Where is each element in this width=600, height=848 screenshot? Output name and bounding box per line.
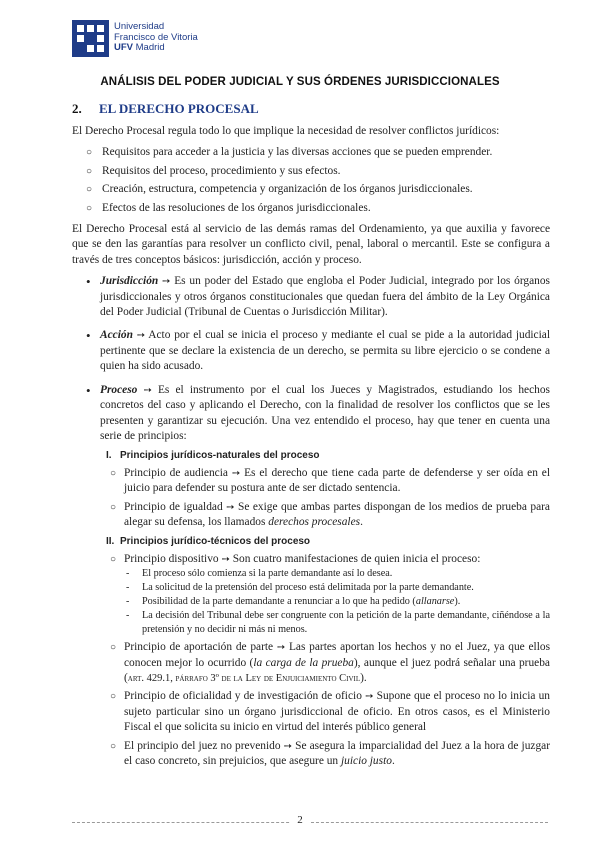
section-title: EL DERECHO PROCESAL — [99, 101, 259, 116]
principle-text: Son cuatro manifestaciones de quien inicia el proceso: — [229, 552, 481, 565]
principle-end: . — [360, 515, 363, 528]
list-item: ○ Efectos de las resoluciones de los órganos jurisdiccionales. — [86, 201, 550, 216]
principle-italic: juicio justo — [340, 755, 392, 767]
arrow-right-icon: ➙ — [136, 330, 146, 342]
intro-list — [86, 145, 550, 216]
arrow-right-icon: ➙ — [283, 740, 293, 752]
paragraph-2: El Derecho Procesal está al servicio de las demás ramas del Ordenamiento, ya que auxilia y favorece que se den las garantías para resolver un conflicto civil, penal, laboral o mercantil. Este se configura a través de tres conceptos básicos: jurisdicción, acción y proceso. — [72, 223, 550, 266]
concept-accion — [72, 328, 550, 374]
arrow-right-icon: ➙ — [226, 501, 235, 513]
principle-text: Se exige que ambas partes dispongan de los medios de prueba para alegar su defensa, los llamados — [124, 500, 550, 528]
dash-item: - El proceso sólo comienza si la parte demandante así lo desea. — [124, 567, 550, 581]
arrow-right-icon: ➙ — [365, 691, 374, 703]
principles-1-list — [110, 466, 550, 531]
logo-line-1: Universidad — [114, 21, 165, 32]
principle-audiencia — [110, 466, 550, 497]
concept-jurisdiccion — [72, 274, 550, 320]
ufv-emblem-icon — [72, 20, 109, 57]
section-heading — [72, 101, 259, 117]
dash-item: - La solicitud de la pretensión del proceso está delimitada por la parte demandante. — [124, 581, 550, 595]
concept-term: Jurisdicción — [100, 275, 159, 288]
roman-numeral: II. — [106, 536, 115, 548]
intro-paragraph: El Derecho Procesal regula todo lo que implique la necesidad de resolver conflictos jurídicos: — [72, 125, 500, 137]
legal-reference: art. 429.1, párrafo 3º de la Ley de Enjuiciamiento Civil — [127, 672, 361, 684]
document-body — [72, 124, 550, 777]
principle-term: Principio de oficialidad y de investigación de oficio — [124, 690, 362, 703]
principle-italic: la carga de la prueba — [253, 656, 354, 669]
principle-text: Es el derecho que tiene cada parte de defenderse y ser oída en el juicio para defender su postura ante de ser dictado sentencia. — [124, 466, 551, 495]
principle-juez-no-prevenido — [110, 739, 550, 770]
concept-text: Es el instrumento por el cual los Jueces y Magistrados, estudiando los hechos concretos del caso y aplicando el Derecho, con la finalidad de resolver los conflictos que se les presenten y garantizar su ejecución. Una vez entendido el proceso, hay que tener en cuenta una serie de principios: — [100, 383, 550, 442]
principle-text: Supone que el proceso no lo inicia un sujeto particular sino un órgano jurisdiccional de oficio. En otros casos, es el Ministerio Fiscal el que solicita su inicio en virtud del interés público general — [124, 690, 550, 734]
arrow-right-icon: ➙ — [162, 276, 171, 288]
dash-text: Posibilidad de la parte demandante a renunciar a lo que ha pedido ( — [142, 596, 416, 608]
concept-term: Acción — [100, 329, 133, 342]
principle-term: Principio de igualdad — [124, 500, 223, 513]
roman-numeral: I. — [106, 450, 112, 462]
principle-aportacion — [110, 640, 550, 686]
principle-term: El principio del juez no prevenido — [124, 739, 281, 752]
concept-term: Proceso — [100, 383, 138, 396]
dash-end: ). — [454, 596, 461, 608]
logo-ufv: UFV — [114, 42, 133, 53]
list-item: ○ Requisitos para acceder a la justicia y las diversas acciones que se pueden emprender. — [86, 145, 550, 160]
list-item: ○ Requisitos del proceso, procedimiento y sus efectos. — [86, 164, 550, 179]
principle-term: Principio de aportación de parte — [124, 641, 274, 654]
concept-proceso — [72, 383, 550, 770]
principle-term: Principio de audiencia — [124, 466, 228, 479]
section-number: 2. — [72, 101, 82, 116]
logo-wordmark — [114, 22, 198, 54]
arrow-right-icon: ➙ — [143, 384, 152, 396]
concept-text: Es un poder del Estado que engloba el Poder Judicial, integrado por los órganos jurisdiccionales y otros órganos constitucionales que quedan fuera del ámbito de la Ley Orgánica del Poder Judicial (Tribunal de Cuentas o Jurisdicción Militar). — [100, 275, 550, 319]
list-item: ○ Creación, estructura, competencia y organización de los órganos jurisdiccionales. — [86, 182, 550, 197]
dash-italic: allanarse — [415, 596, 455, 608]
arrow-right-icon: ➙ — [221, 553, 230, 565]
principle-text-2: ), aunque el juez podrá señalar una prueba ( — [124, 656, 550, 684]
ufv-logo — [72, 20, 200, 60]
principle-term: Principio dispositivo — [124, 552, 219, 565]
principle-italic: derechos procesales — [268, 515, 361, 528]
arrow-right-icon: ➙ — [231, 467, 241, 479]
principle-end: ). — [360, 671, 367, 684]
principle-end: . — [391, 755, 395, 767]
document-title: ANÁLISIS DEL PODER JUDICIAL Y SUS ÓRDENES JURISDICCIONALES — [100, 76, 500, 88]
logo-line-2: Francisco de Vitoria — [114, 31, 198, 43]
principles-2-heading — [106, 534, 550, 549]
logo-line-3 — [114, 43, 198, 54]
principle-text: Las partes aportan los hechos y no el Juez, ya que ellos conocen mejor lo ocurrido ( — [124, 641, 550, 669]
principles-heading-text: Principios jurídicos-naturales del proceso — [120, 450, 320, 462]
principles-2-list — [110, 552, 550, 770]
dispositivo-sublist — [124, 567, 550, 637]
page-number-text: 2 — [291, 814, 309, 826]
principle-igualdad — [110, 500, 550, 531]
page-number — [0, 814, 600, 826]
concepts-list — [72, 274, 550, 769]
principle-text: Se asegura la imparcialidad del Juez a la hora de juzgar el caso concreto, sin prejuicios, que asegure un — [124, 739, 550, 767]
logo-city: Madrid — [133, 42, 165, 53]
dash-item — [124, 595, 550, 609]
principle-oficialidad — [110, 689, 550, 735]
principles-heading-text: Principios jurídico-técnicos del proceso — [120, 536, 311, 548]
dash-item: - La decisión del Tribunal debe ser congruente con la petición de la parte demandante, ciñéndose a la pretensión y no decidir ni más ni menos. — [124, 609, 550, 637]
arrow-right-icon: ➙ — [276, 642, 286, 654]
principle-dispositivo — [110, 552, 550, 637]
concept-text: Acto por el cual se inicia el proceso y mediante el cual se pide a la autoridad judicial pertinente que se declare la existencia de un derecho, se permita su libre ejercicio o se condene a quien ha sido acusado. — [100, 329, 551, 373]
principles-1-heading — [106, 448, 550, 463]
